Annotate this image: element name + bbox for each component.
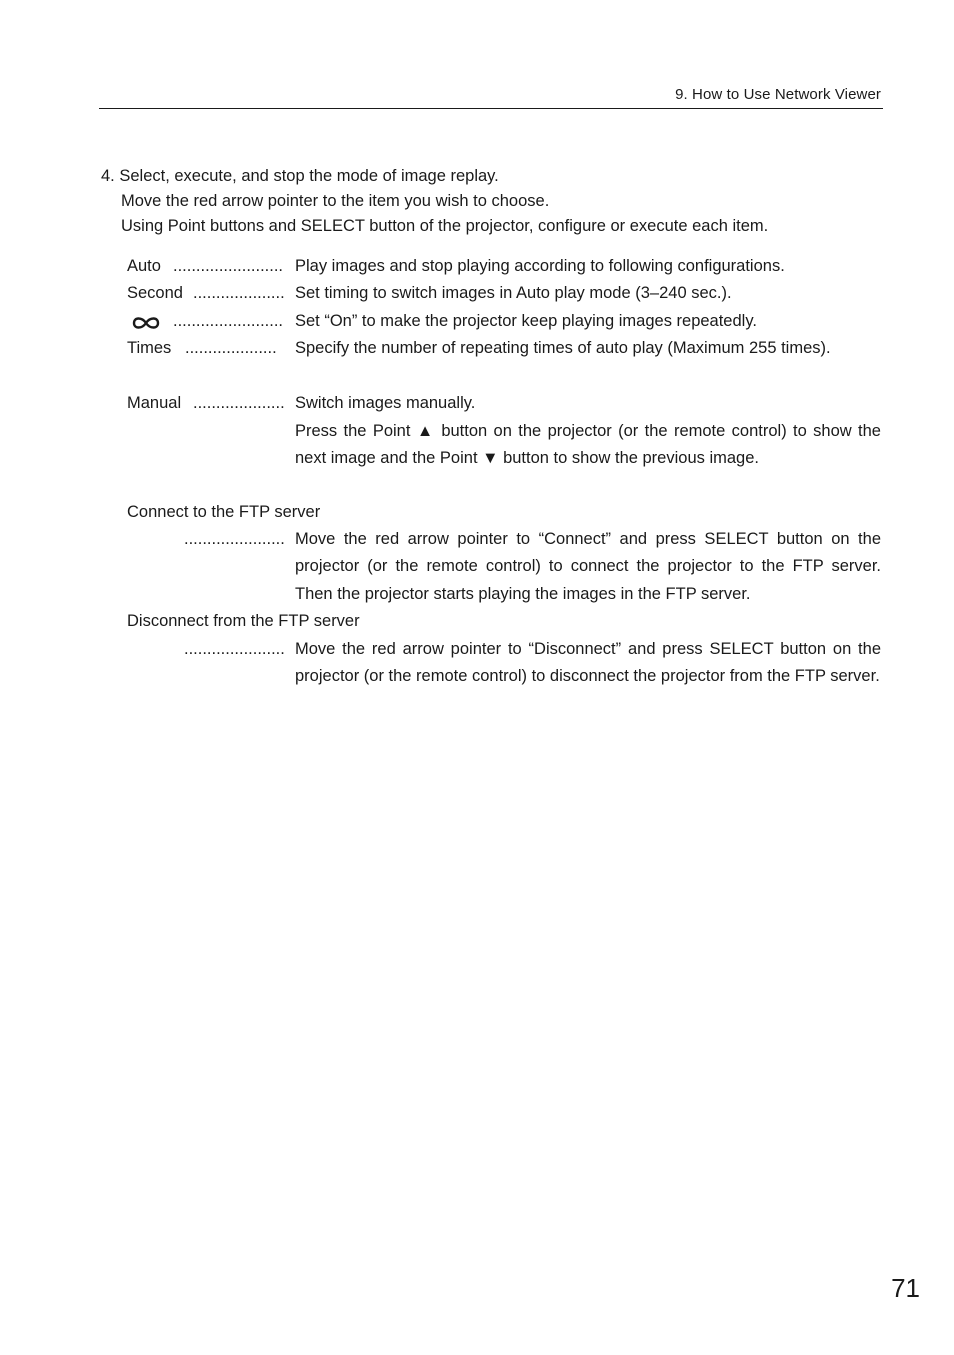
item-leader: ........................ <box>173 312 284 330</box>
point-down-icon: ▼ <box>482 449 499 468</box>
item-label-times: Times <box>127 339 172 357</box>
item-leader: ........................ <box>173 257 284 275</box>
step-line-2: Move the red arrow pointer to the item you wish to choose. <box>121 192 550 210</box>
step-line-1: 4. Select, execute, and stop the mode of image replay. <box>101 167 499 185</box>
item-desc-connect: Move the red arrow pointer to “Connect” and press SELECT button on the projector (or the remote control) to connect the projector to the FTP server. Then the projector starts playing the images in the FTP server. <box>295 530 881 603</box>
manual-press-instructions <box>295 418 881 473</box>
item-leader: ...................... <box>184 640 285 658</box>
item-desc-manual: Switch images manually. <box>295 394 476 412</box>
item-desc-disconnect: Move the red arrow pointer to “Disconnect” and press SELECT button on the projector (or the remote control) to disconnect the projector from the FTP server. <box>295 640 881 686</box>
item-desc-repeat: Set “On” to make the projector keep playing images repeatedly. <box>295 312 757 330</box>
item-desc-times: Specify the number of repeating times of auto play (Maximum 255 times). <box>295 339 831 357</box>
step-line-3: Using Point buttons and SELECT button of the projector, configure or execute each item. <box>121 217 769 235</box>
page-number: 71 <box>891 1273 920 1303</box>
press-text-2: button on the projector (or the remote control) to show the next image and the Point <box>295 422 881 468</box>
item-leader: .................... <box>193 394 285 412</box>
item-label-auto: Auto <box>127 257 161 275</box>
item-label-disconnect: Disconnect from the FTP server <box>127 612 360 630</box>
item-desc-second: Set timing to switch images in Auto play mode (3–240 sec.). <box>295 284 732 302</box>
point-up-icon: ▲ <box>416 422 435 440</box>
header-divider <box>99 108 883 109</box>
item-label-second: Second <box>127 284 183 302</box>
press-text-3: button to show the previous image. <box>503 449 759 468</box>
infinity-icon <box>130 313 162 333</box>
item-leader: .................... <box>193 284 285 302</box>
item-leader: ...................... <box>184 530 285 548</box>
header-title: 9. How to Use Network Viewer <box>675 86 881 103</box>
item-leader: .................... <box>185 339 277 357</box>
item-label-manual: Manual <box>127 394 182 412</box>
item-label-connect: Connect to the FTP server <box>127 503 321 521</box>
press-text-1: Press the Point <box>295 422 411 440</box>
item-desc-auto: Play images and stop playing according to following configurations. <box>295 257 785 275</box>
